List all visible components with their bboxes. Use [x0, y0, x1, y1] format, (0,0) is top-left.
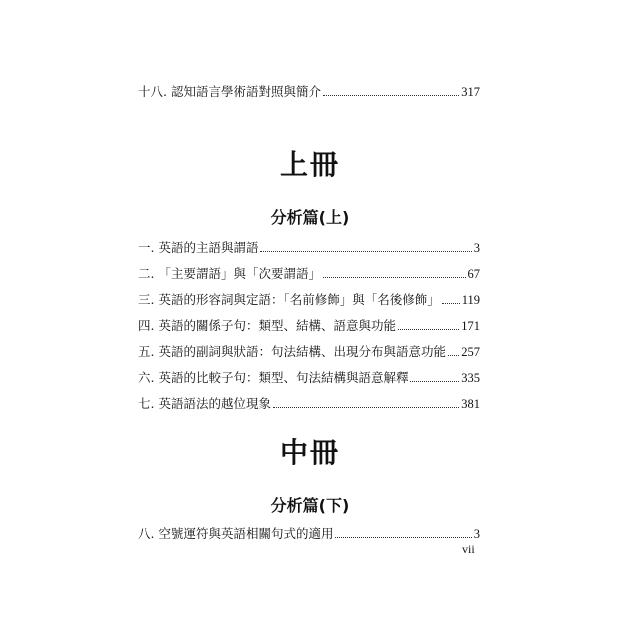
- entry-title: 認知語言學術語對照與簡介: [170, 84, 321, 99]
- entry-number: 三.: [138, 292, 155, 307]
- entry-number: 六.: [138, 370, 155, 385]
- entry-title: 英語語法的越位現象: [158, 396, 271, 411]
- entry-title: 空號運符與英語相關句式的適用: [158, 526, 334, 541]
- dot-leader: [448, 355, 459, 356]
- dot-leader: [335, 537, 471, 538]
- entry-page: 257: [461, 345, 480, 359]
- page-folio: vii: [462, 542, 475, 556]
- entry-title: 英語的主語與謂語: [158, 240, 259, 255]
- entry-title: 「主要謂語」與「次要謂語」: [158, 266, 321, 281]
- dot-leader: [273, 407, 459, 408]
- entry-page: 3: [473, 527, 480, 541]
- entry-title: 英語的副詞與狀語：句法結構、出現分布與語意功能: [158, 344, 446, 359]
- toc-entry[interactable]: [138, 84, 480, 100]
- dot-leader: [323, 95, 459, 96]
- volume-heading-middle: 中冊: [279, 436, 340, 469]
- dot-leader: [410, 381, 459, 382]
- entry-number: 二.: [138, 266, 155, 281]
- dot-leader: [260, 251, 471, 252]
- section-heading-analysis-upper: 分析篇(上): [270, 208, 350, 227]
- toc-entry[interactable]: [138, 240, 480, 256]
- toc-entry[interactable]: [138, 292, 480, 308]
- entry-page: 381: [461, 397, 480, 411]
- toc-entry[interactable]: [138, 266, 480, 282]
- dot-leader: [398, 329, 459, 330]
- section-heading-analysis-lower: 分析篇(下): [270, 496, 350, 515]
- entry-page: 3: [473, 241, 480, 255]
- toc-entry[interactable]: [138, 526, 480, 542]
- entry-page: 317: [461, 85, 480, 99]
- toc-entry[interactable]: [138, 318, 480, 334]
- dot-leader: [442, 303, 460, 304]
- entry-title: 英語的關係子句：類型、結構、語意與功能: [158, 318, 396, 333]
- entry-number: 七.: [138, 396, 155, 411]
- entry-number: 五.: [138, 344, 155, 359]
- toc-entry[interactable]: [138, 396, 480, 412]
- entry-page: 335: [461, 371, 480, 385]
- entry-number: 四.: [138, 318, 155, 333]
- dot-leader: [323, 277, 466, 278]
- toc-entry[interactable]: [138, 344, 480, 360]
- entry-number: 十八.: [138, 84, 167, 99]
- entry-page: 119: [461, 293, 480, 307]
- entry-title: 英語的形容詞與定語：「名前修飾」與「名後修飾」: [158, 292, 440, 307]
- volume-heading-upper: 上冊: [279, 148, 340, 181]
- entry-page: 67: [467, 267, 480, 281]
- toc-entry[interactable]: [138, 370, 480, 386]
- entry-number: 一.: [138, 240, 155, 255]
- entry-title: 英語的比較子句：類型、句法結構與語意解釋: [158, 370, 409, 385]
- entry-number: 八.: [138, 526, 155, 541]
- entry-page: 171: [461, 319, 480, 333]
